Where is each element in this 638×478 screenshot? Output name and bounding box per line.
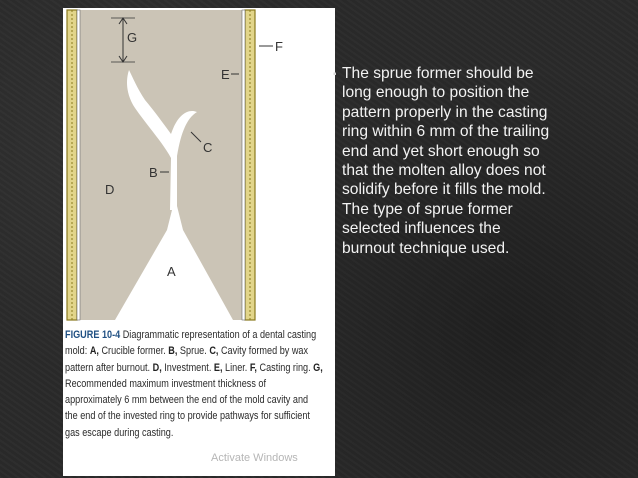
bullet-text: The sprue former should be long enough to position the pattern properly in the casting ring within 6 mm of the trailing end and yet short enough so that the molten alloy does not solidify before it fills the mold. The type of sprue former selected influences the burnout technique used. (342, 65, 550, 257)
figure-number: FIGURE 10-4 (65, 329, 121, 341)
label-d: D (105, 182, 115, 197)
bullet-point (333, 64, 557, 258)
bullet-square-icon: ▪ (333, 69, 337, 80)
label-c: C (203, 140, 213, 155)
figure-panel (63, 8, 335, 476)
casting-mold-diagram (63, 8, 335, 326)
right-ring-wall (245, 10, 255, 320)
left-ring-wall (67, 10, 77, 320)
label-e: E (221, 67, 230, 82)
label-a: A (167, 264, 176, 279)
label-b: B (149, 165, 158, 180)
activate-windows-watermark: Activate Windows (211, 452, 298, 464)
figure-caption: FIGURE 10-4 Diagrammatic representation of a dental casting mold: A, Crucible former. B, Sprue. C, Cavity formed by wax pattern after burnout. D, Investment. E, Liner. F, Casting ring. G, Recommended maximum investment thickness of approximately 6 mm between the end of the mold cavity and the end of the invested ring to provide pathways for sufficient gas escape during casting. (65, 329, 323, 439)
label-g: G (127, 30, 138, 45)
label-f: F (275, 39, 283, 54)
